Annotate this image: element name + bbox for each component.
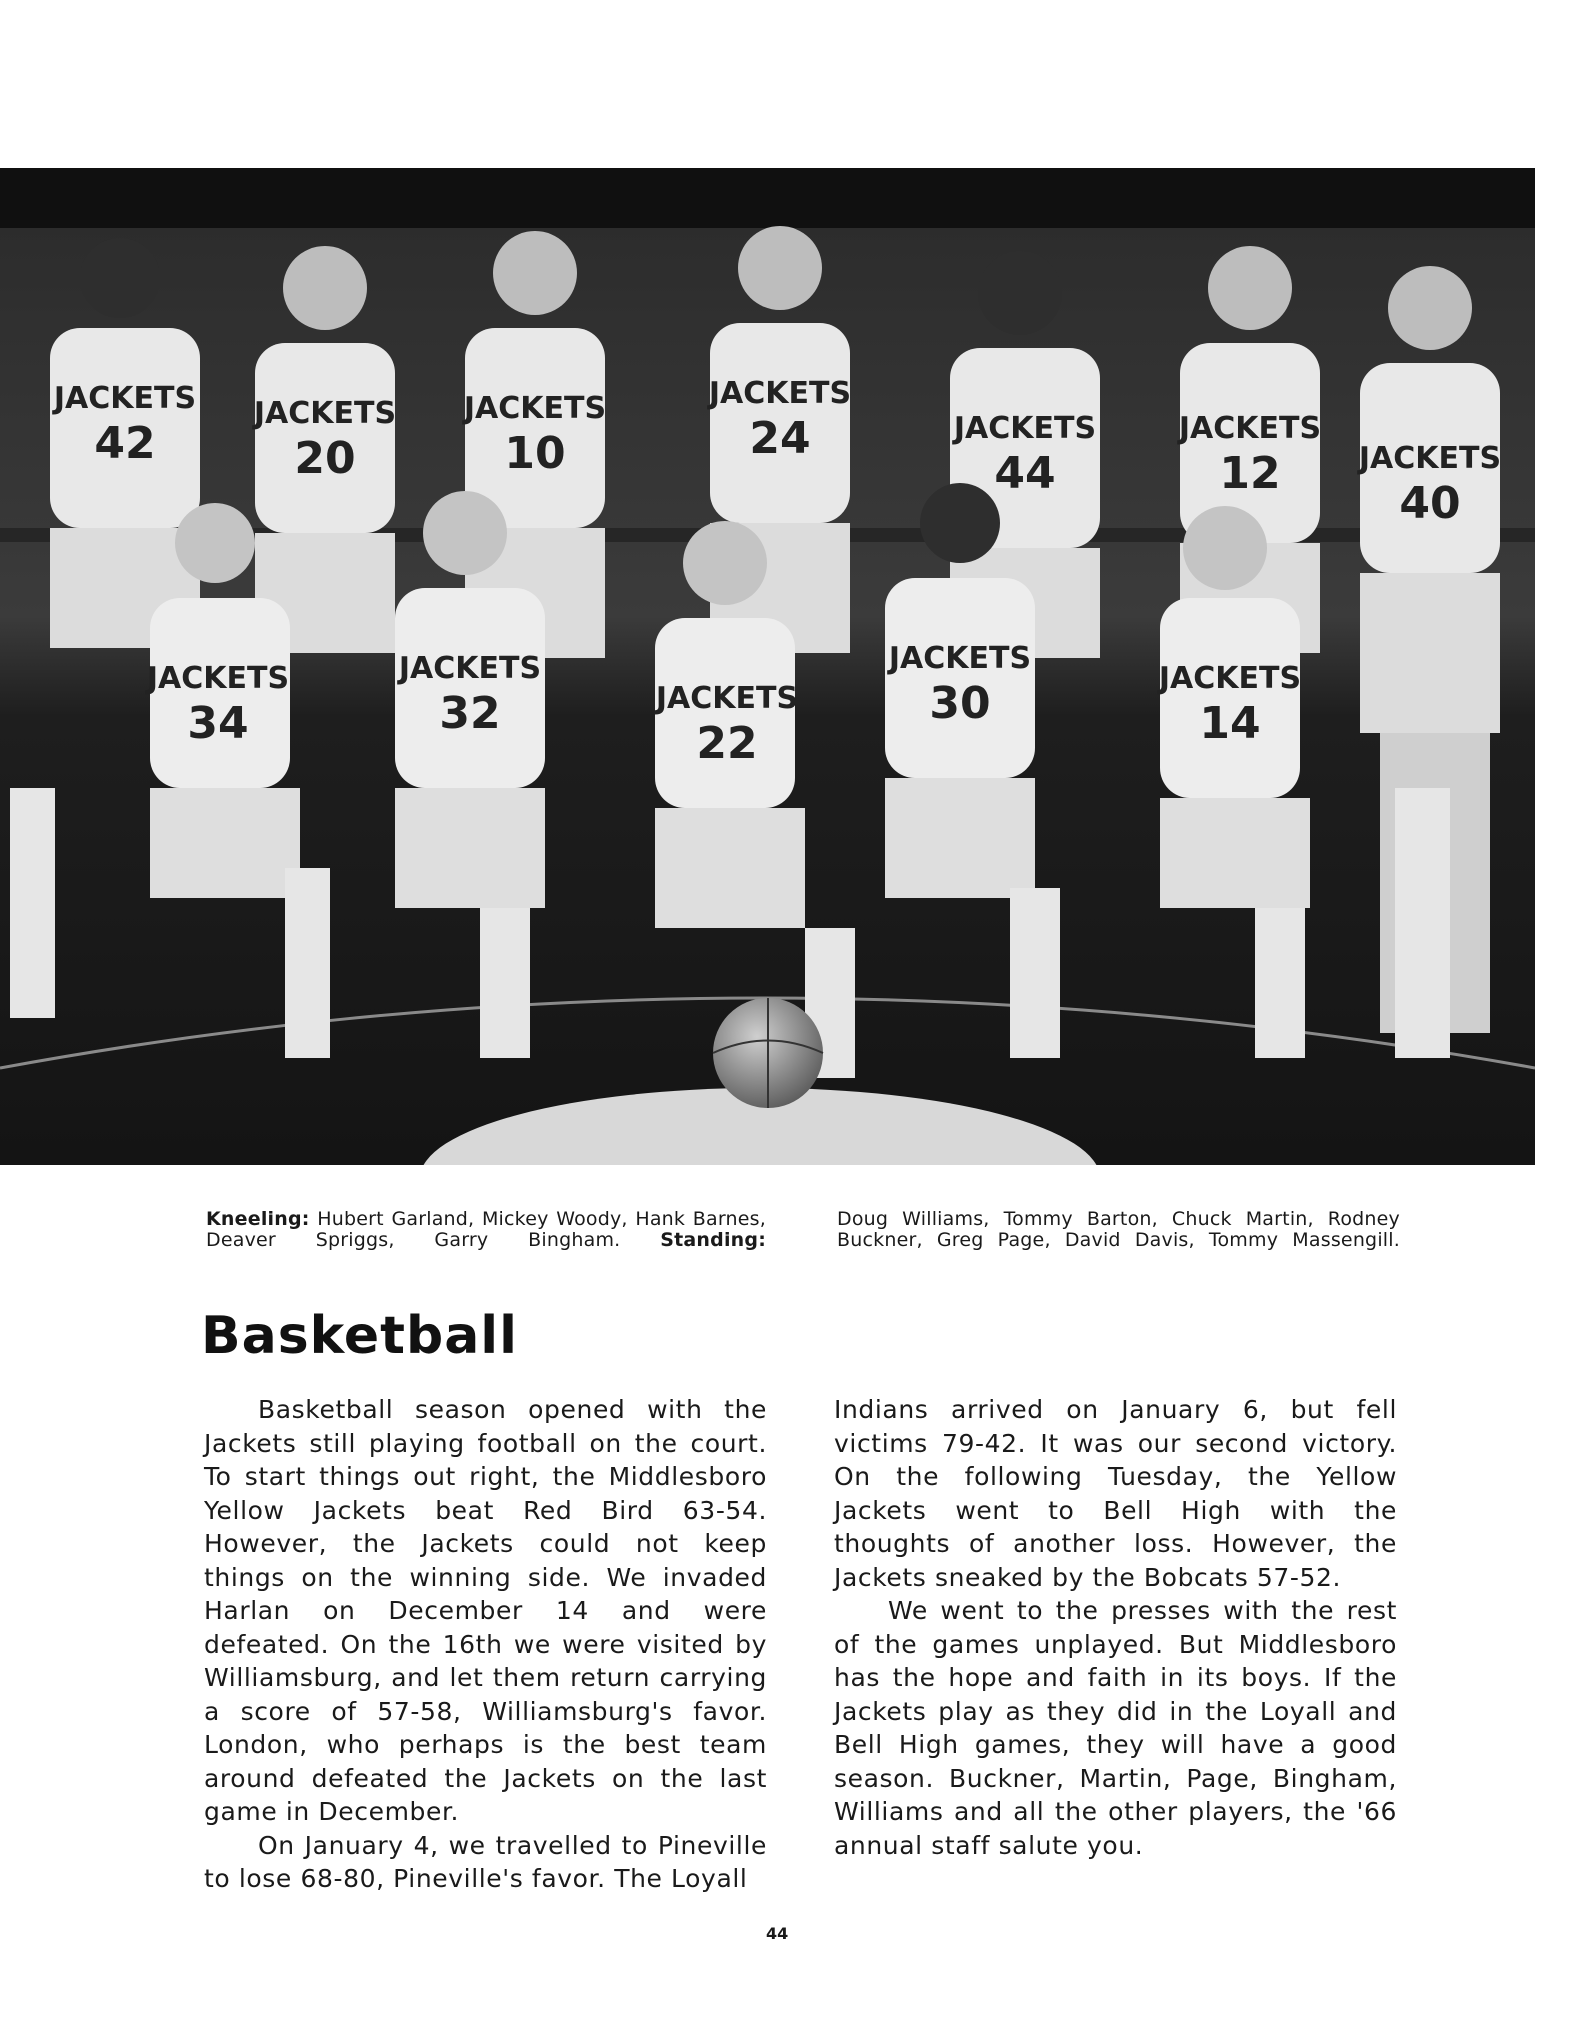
svg-text:JACKETS: JACKETS <box>708 376 852 411</box>
svg-text:20: 20 <box>294 433 356 484</box>
svg-text:24: 24 <box>749 413 811 464</box>
svg-text:JACKETS: JACKETS <box>655 681 799 716</box>
svg-text:34: 34 <box>187 698 249 749</box>
team-photo <box>0 168 1535 1165</box>
svg-text:JACKETS: JACKETS <box>53 381 197 416</box>
article-paragraph: On January 4, we travelled to Pineville to lose 68-80, Pineville's favor. The Loyall <box>204 1830 767 1893</box>
svg-text:32: 32 <box>439 688 501 739</box>
page-number: 44 <box>766 1924 789 1943</box>
article-paragraph: We went to the presses with the rest of the games unplayed. But Middlesboro has the hope and faith in its boys. If the Jackets play as they did in the Loyall and Bell High games, they will have a good season. Buckner, Martin, Page, Bingham, Williams and all the other players, the '66 annual staff salute you. <box>834 1596 1397 1860</box>
article-column-right <box>834 1393 1397 1862</box>
kneeling-names: Hubert Garland, Mickey Woody, Hank Barnes, Deaver Spriggs, Garry Bingham. <box>206 1208 766 1251</box>
kneeling-label: Kneeling: <box>206 1208 310 1230</box>
photo-caption-left <box>206 1209 766 1251</box>
svg-text:JACKETS: JACKETS <box>1158 661 1302 696</box>
photo-caption-right <box>837 1209 1400 1251</box>
article-paragraph: Indians arrived on January 6, but fell victims 79-42. It was our second victory. On the following Tuesday, the Yellow Jackets went to Bell High with the thoughts of another loss. However, the Jackets sneaked by the Bobcats 57-52. <box>834 1395 1397 1592</box>
svg-text:30: 30 <box>929 678 991 729</box>
svg-text:JACKETS: JACKETS <box>398 651 542 686</box>
svg-text:44: 44 <box>994 448 1056 499</box>
article-title: Basketball <box>201 1306 518 1366</box>
svg-text:JACKETS: JACKETS <box>146 661 290 696</box>
article-column-left <box>204 1393 767 1896</box>
svg-text:12: 12 <box>1219 448 1281 499</box>
standing-label: Standing: <box>660 1229 766 1251</box>
svg-text:JACKETS: JACKETS <box>253 396 397 431</box>
standing-names: Doug Williams, Tommy Barton, Chuck Martin, Rodney Buckner, Greg Page, David Davis, Tommy Massengill. <box>837 1208 1400 1251</box>
svg-text:JACKETS: JACKETS <box>463 391 607 426</box>
svg-text:JACKETS: JACKETS <box>888 641 1032 676</box>
svg-text:14: 14 <box>1199 698 1261 749</box>
svg-text:42: 42 <box>94 418 156 469</box>
team-photo-graphic <box>0 168 1535 1165</box>
article-paragraph: Basketball season opened with the Jackets still playing football on the court. To start things out right, the Middlesboro Yellow Jackets beat Red Bird 63-54. However, the Jackets could not keep things on the winning side. We invaded Harlan on December 14 and were defeated. On the 16th we were visited by Williamsburg, and let them return carrying a score of 57-58, Williamsburg's favor. London, who perhaps is the best team around defeated the Jackets on the last game in December. <box>204 1395 767 1826</box>
svg-text:22: 22 <box>696 718 758 769</box>
svg-text:10: 10 <box>504 428 566 479</box>
svg-text:40: 40 <box>1399 478 1461 529</box>
svg-text:JACKETS: JACKETS <box>1358 441 1502 476</box>
svg-text:JACKETS: JACKETS <box>1178 411 1322 446</box>
svg-text:JACKETS: JACKETS <box>953 411 1097 446</box>
